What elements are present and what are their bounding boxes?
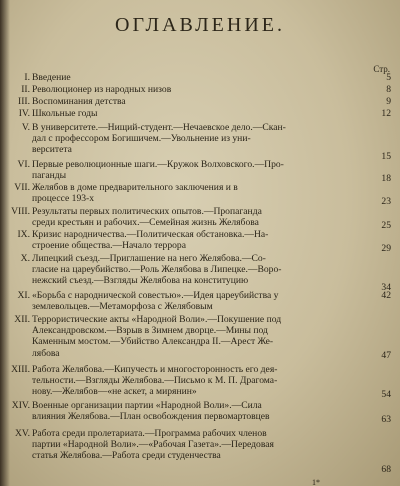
entry-text: Желябов в доме предварительного заключения и в процессе 193-х xyxy=(32,182,238,205)
page-column-header: Стр. xyxy=(373,64,390,74)
entry-text: Работа среди пролетариата.—Программа рабочих членов партии «Народной Воли».—«Рабочая Газета».—Передовая статья Желябова.—Работа среди студенчества xyxy=(32,428,274,462)
entry-number: IX. xyxy=(17,229,30,240)
entry-number: XIV. xyxy=(11,400,30,411)
entry-page: 34 xyxy=(381,282,391,293)
entry-text: Липецкий съезд.—Приглашение на него Желябова.—Со- гласие на цареубийство.—Роль Желябова в Липецке.—Воро- нежский съезд.—Взгляды Желябова на конституцию xyxy=(32,253,282,287)
entry-page: 5 xyxy=(386,72,391,83)
entry-page: 9 xyxy=(386,96,391,107)
entry-page: 25 xyxy=(381,220,391,231)
entry-number: II. xyxy=(21,84,30,95)
entry-page: 63 xyxy=(381,414,391,425)
entry-number: VIII. xyxy=(11,206,30,217)
entry-page: 18 xyxy=(381,173,391,184)
entry-number: XV. xyxy=(14,428,30,439)
entry-page: 23 xyxy=(381,196,391,207)
entry-text: Работа Желябова.—Кипучесть и многосторонность его дея- тельности.—Взгляды Желябова.—Письмо к М. П. Драгома- нову.—Желябов—«не аскет, а мирянин» xyxy=(32,364,278,398)
entry-text: В университете.—Нищий-студент.—Нечаевское дело.—Скан- дал с профессором Богишичем.—Увольнение из уни- верситета xyxy=(32,122,286,156)
signature-mark: 1* xyxy=(312,478,320,486)
entry-page: 68 xyxy=(381,464,391,475)
entry-page: 15 xyxy=(381,151,391,162)
entry-text: «Борьба с народнической совестью».—Идея цареубийства у землевольцев.—Метаморфоза с Желябовым xyxy=(32,290,279,313)
entry-text: Кризис народничества.—Политическая обстановка.—На- строение общества.—Начало террора xyxy=(32,229,269,252)
entry-number: XI. xyxy=(17,290,30,301)
entry-number: XII. xyxy=(14,314,30,325)
entry-text: Воспоминания детства xyxy=(32,96,126,107)
entry-page: 47 xyxy=(381,350,391,361)
entry-number: X. xyxy=(20,253,30,264)
page-title: ОГЛАВЛЕНИЕ. xyxy=(115,14,285,36)
entry-number: XIII. xyxy=(11,364,30,375)
entry-text: Военные организации партии «Народной Воли».—Сила влияния Желябова.—План освобождения первомартовцев xyxy=(32,400,270,423)
entry-text: Результаты первых политических опытов.—Пропаганда среди крестьян и рабочих.—Семейная жизнь Желябова xyxy=(32,206,262,229)
entry-number: VII. xyxy=(14,182,30,193)
entry-text: Введение xyxy=(32,72,71,83)
entry-text: Революционер из народных низов xyxy=(32,84,172,95)
entry-number: V. xyxy=(21,122,30,133)
entry-text: Первые революционные шаги.—Кружок Волховского.—Про- паганды xyxy=(32,159,284,182)
entry-page: 42 xyxy=(381,290,391,301)
entry-page: 54 xyxy=(381,389,391,400)
entry-page: 29 xyxy=(381,243,391,254)
entry-text: Школьные годы xyxy=(32,108,98,119)
entry-number: III. xyxy=(18,96,30,107)
entry-number: IV. xyxy=(18,108,30,119)
entry-page: 12 xyxy=(381,108,391,119)
entry-page: 8 xyxy=(386,84,391,95)
entry-number: VI. xyxy=(17,159,30,170)
entry-text: Террористические акты «Народной Воли».—Покушение под Александровском.—Взрыв в Зимнем дворце.—Мины под Каменным мостом.—Убийство Александра II.—Арест Же- лябова xyxy=(32,314,282,359)
entry-number: I. xyxy=(24,72,30,83)
